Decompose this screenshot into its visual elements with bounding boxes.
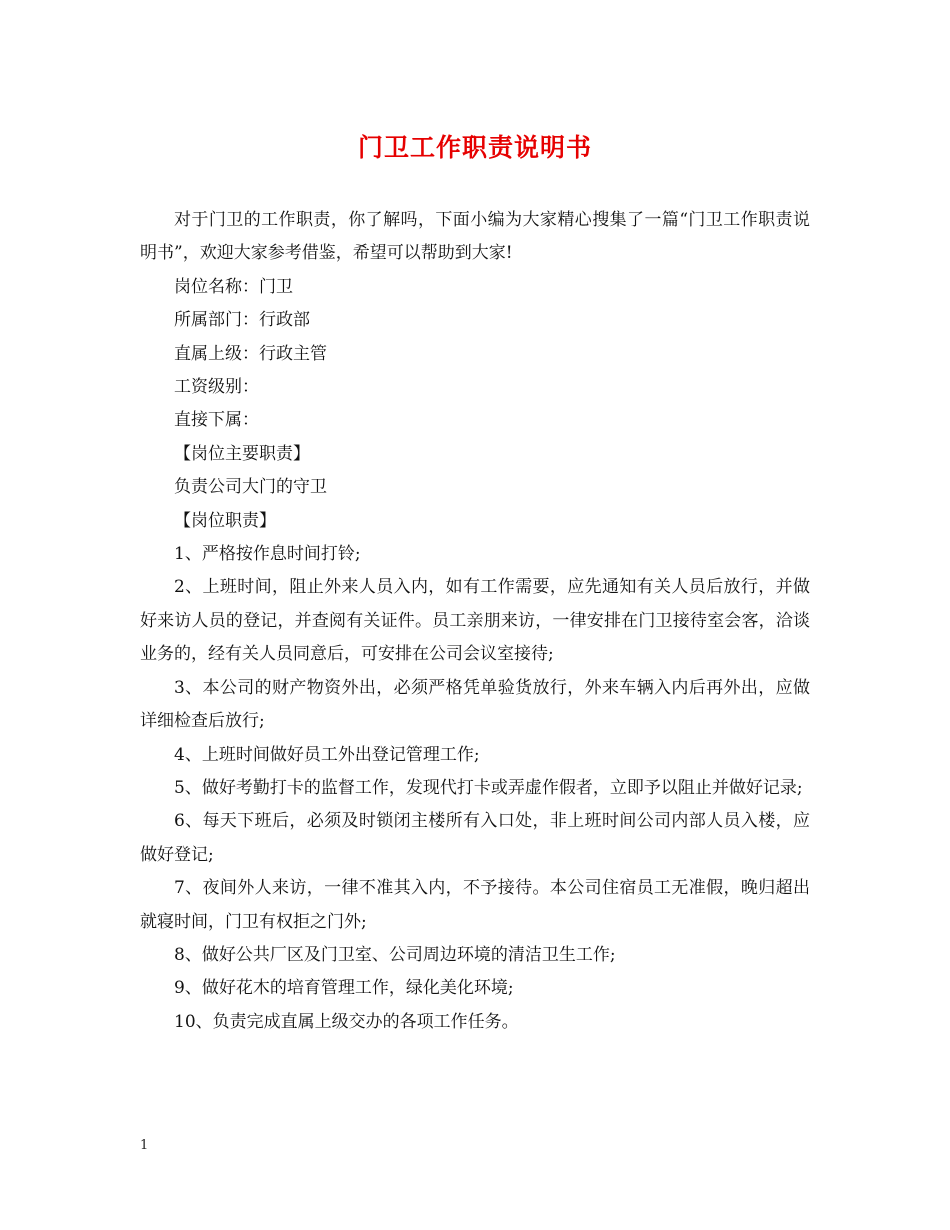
duty-item: 5、做好考勤打卡的监督工作，发现代打卡或弄虚作假者，立即予以阻止并做好记录; — [174, 777, 803, 798]
duty-item: 1、严格按作息时间打铃; — [174, 544, 361, 565]
duty-item: 6、每天下班后，必须及时锁闭主楼所有入口处，非上班时间公司内部人员入楼，应做好登记; — [140, 811, 810, 865]
position-name-line: 岗位名称：门卫 — [174, 276, 293, 297]
department-line: 所属部门：行政部 — [174, 310, 310, 331]
section-heading-duties: 【岗位职责】 — [174, 510, 276, 531]
duty-item: 3、本公司的财产物资外出，必须严格凭单验货放行，外来车辆入内后再外出，应做详细检查后放行; — [140, 677, 810, 732]
supervisor-line: 直属上级：行政主管 — [174, 343, 327, 364]
duty-item: 2、上班时间，阻止外来人员入内，如有工作需要，应先通知有关人员后放行，并做好来访人员的登记，并查阅有关证件。员工亲朋来访，一律安排在门卫接待室会客，洽谈业务的，经有关人员同意后，可安排在公司会议室接待; — [140, 577, 810, 665]
duty-item: 9、做好花木的培育管理工作，绿化美化环境; — [174, 978, 514, 999]
main-duty-line: 负责公司大门的守卫 — [174, 477, 327, 498]
duty-item: 10、负责完成直属上级交办的各项工作任务。 — [174, 1011, 519, 1032]
duty-item: 7、夜间外人来访，一律不准其入内，不予接待。本公司住宿员工无准假，晚归超出就寝时间，门卫有权拒之门外; — [140, 878, 810, 932]
subordinates-line: 直接下属： — [174, 410, 259, 431]
section-heading-main-duties: 【岗位主要职责】 — [174, 443, 310, 464]
document-body — [140, 204, 810, 1039]
salary-level-line: 工资级别： — [174, 377, 259, 398]
duty-item: 8、做好公共厂区及门卫室、公司周边环境的清洁卫生工作; — [174, 944, 616, 965]
intro-paragraph: 对于门卫的工作职责，你了解吗，下面小编为大家精心搜集了一篇“门卫工作职责说明书”，欢迎大家参考借鉴，希望可以帮助到大家! — [140, 210, 810, 264]
duty-item: 4、上班时间做好员工外出登记管理工作; — [174, 744, 480, 765]
document-title: 门卫工作职责说明书 — [357, 133, 592, 162]
page-number: 1 — [140, 1138, 149, 1153]
